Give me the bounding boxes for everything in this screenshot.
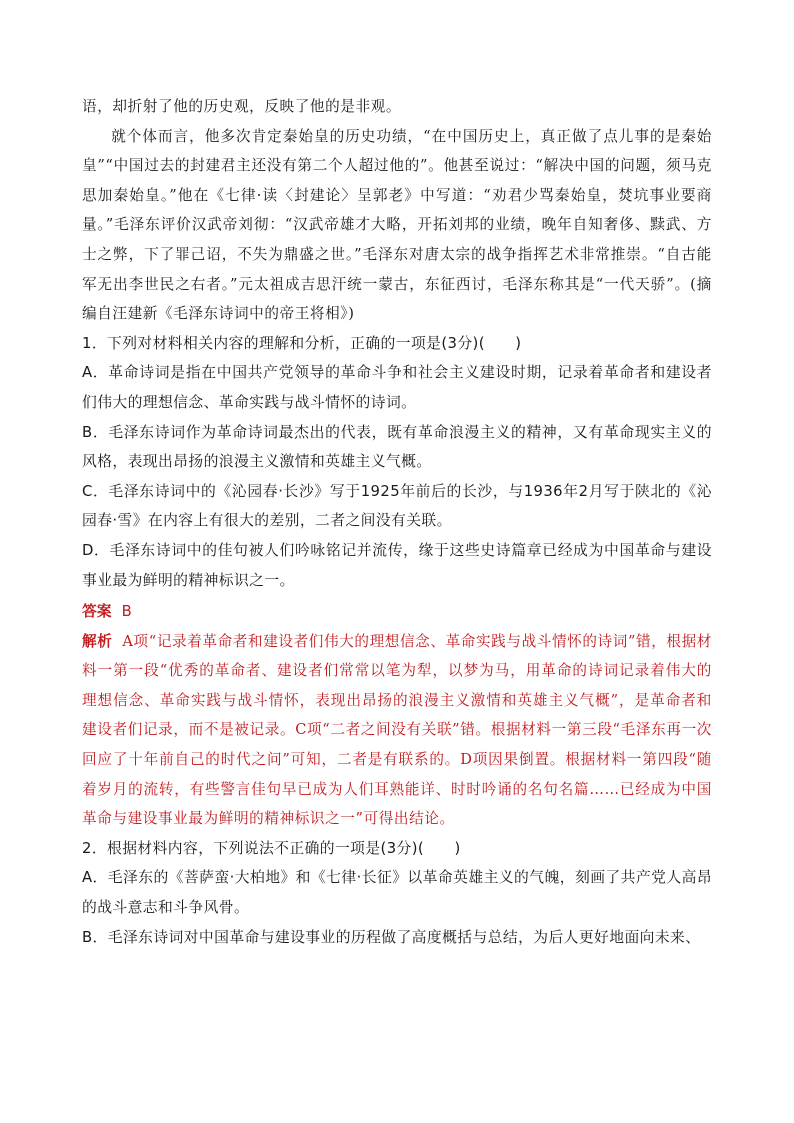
question-1-option-d: D．毛泽东诗词中的佳句被人们吟咏铭记并流传，缘于这些史诗篇章已经成为中国革命与建设事业最为鲜明的精神标识之一。 [82,541,712,589]
analysis-label: 解析 [82,632,113,650]
document-page [82,92,712,952]
question-1-option-c: C．毛泽东诗词中的《沁园春·长沙》写于1925年前后的长沙，与1936年2月写于陕北的《沁园春·雪》在内容上有很大的差别，二者之间没有关联。 [82,482,712,530]
question-2-stem: 2．根据材料内容，下列说法不正确的一项是(3分)( ) [82,839,461,857]
question-1-option-a: A．革命诗词是指在中国共产党领导的革命斗争和社会主义建设时期，记录着革命者和建设者们伟大的理想信念、革命实践与战斗情怀的诗词。 [82,364,712,411]
analysis-text: A项“记录着革命者和建设者们伟大的理想信念、革命实践与战斗情怀的诗词”错，根据材料一第一段“优秀的革命者、建设者们常常以笔为犁，以梦为马，用革命的诗词记录着伟大的理想信念、革命实践与战斗情怀，表现出昂扬的浪漫主义激情和英雄主义气概”，是革命者和建设者们记录，而不是被记录。C项“二者之间没有关联”错。根据材料一第三段“毛泽东再一次回应了十年前自己的时代之问”可知，二者是有联系的。D项因果倒置。根据材料一第四段“随着岁月的流转，有些警言佳句早已成为人们耳熟能详、时时吟诵的名句名篇……已经成为中国革命与建设事业最为鲜明的精神标识之一”可得出结论。 [82,632,713,828]
question-1-answer [82,597,712,627]
answer-value: B [121,603,132,621]
question-2-option-a: A．毛泽东的《菩萨蛮·大柏地》和《七律·长征》以革命英雄主义的气魄，刻画了共产党人高昂的战斗意志和斗争风骨。 [82,869,712,917]
passage-paragraph-1: 语，却折射了他的历史观，反映了他的是非观。 [82,98,402,115]
question-1-option-b: B．毛泽东诗词作为革命诗词最杰出的代表，既有革命浪漫主义的精神，又有革命现实主义的风格，表现出昂扬的浪漫主义激情和英雄主义气概。 [82,423,712,471]
answer-label: 答案 [82,603,112,621]
question-1-stem: 1．下列对材料相关内容的理解和分析，正确的一项是(3分)( ) [82,334,522,352]
passage-paragraph-2: 就个体而言，他多次肯定秦始皇的历史功绩，“在中国历史上，真正做了点儿事的是秦始皇”“中国过去的封建君主还没有第二个人超过他的”。他甚至说过：“解决中国的问题，须马克思加秦始皇。”他在《七律·读〈封建论〉呈郭老》中写道：“劝君少骂秦始皇，焚坑事业要商量。”毛泽东评价汉武帝刘彻：“汉武帝雄才大略，开拓刘邦的业绩，晚年自知奢侈、黩武、方士之弊，下了罪己诏，不失为鼎盛之世。”毛泽东对唐太宗的战争指挥艺术非常推崇。“自古能军无出李世民之右者。”元太祖成吉思汗统一蒙古，东征西讨，毛泽东称其是“一代天骄”。(摘编自汪建新《毛泽东诗词中的帝王将相》) [82,127,712,323]
question-2-option-b: B．毛泽东诗词对中国革命与建设事业的历程做了高度概括与总结，为后人更好地面向未来、 [82,928,701,946]
question-1-analysis [82,627,712,834]
